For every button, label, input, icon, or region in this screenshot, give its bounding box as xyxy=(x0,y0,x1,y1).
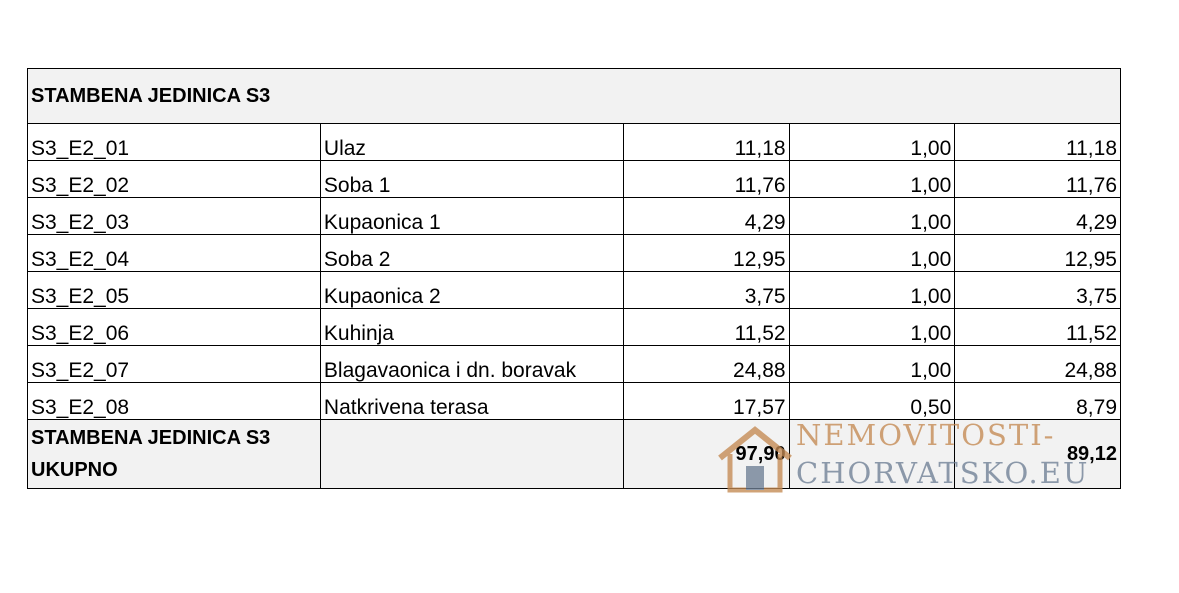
table-header-row xyxy=(28,69,1121,124)
net-area-cell: 4,29 xyxy=(955,198,1121,235)
total-coef-cell xyxy=(789,420,955,489)
room-name-cell: Kupaonica 1 xyxy=(320,198,623,235)
coefficient-cell: 1,00 xyxy=(789,309,955,346)
area-cell: 11,18 xyxy=(623,124,789,161)
area-cell: 12,95 xyxy=(623,235,789,272)
net-area-cell: 12,95 xyxy=(955,235,1121,272)
net-area-cell: 24,88 xyxy=(955,346,1121,383)
total-net-cell: 89,12 xyxy=(955,420,1121,489)
room-code-cell: S3_E2_01 xyxy=(28,124,321,161)
coefficient-cell: 1,00 xyxy=(789,124,955,161)
watermark-line1: NEMOVITOSTI- xyxy=(796,418,1056,452)
room-name-cell: Blagavaonica i dn. boravak xyxy=(320,346,623,383)
total-empty-cell xyxy=(320,420,623,489)
table-row xyxy=(28,346,1121,383)
room-name-cell: Kupaonica 2 xyxy=(320,272,623,309)
table-row xyxy=(28,272,1121,309)
coefficient-cell: 1,00 xyxy=(789,346,955,383)
area-cell: 3,75 xyxy=(623,272,789,309)
room-code-cell: S3_E2_08 xyxy=(28,383,321,420)
area-cell: 11,52 xyxy=(623,309,789,346)
room-code-cell: S3_E2_06 xyxy=(28,309,321,346)
room-name-cell: Ulaz xyxy=(320,124,623,161)
table-row xyxy=(28,383,1121,420)
total-area-cell: 97,90 xyxy=(623,420,789,489)
net-area-cell: 11,52 xyxy=(955,309,1121,346)
room-code-cell: S3_E2_07 xyxy=(28,346,321,383)
net-area-cell: 3,75 xyxy=(955,272,1121,309)
room-name-cell: Natkrivena terasa xyxy=(320,383,623,420)
coefficient-cell: 0,50 xyxy=(789,383,955,420)
table-title: STAMBENA JEDINICA S3 xyxy=(28,69,1121,124)
area-cell: 4,29 xyxy=(623,198,789,235)
table-row xyxy=(28,198,1121,235)
coefficient-cell: 1,00 xyxy=(789,272,955,309)
room-name-cell: Kuhinja xyxy=(320,309,623,346)
total-label-line1: STAMBENA JEDINICA S3 xyxy=(31,427,271,449)
net-area-cell: 11,76 xyxy=(955,161,1121,198)
net-area-cell: 11,18 xyxy=(955,124,1121,161)
table-row xyxy=(28,309,1121,346)
area-cell: 11,76 xyxy=(623,161,789,198)
net-area-cell: 8,79 xyxy=(955,383,1121,420)
total-label xyxy=(28,420,321,489)
total-label-line2: UKUPNO xyxy=(31,459,118,481)
total-row xyxy=(28,420,1121,489)
room-area-table xyxy=(27,68,1121,489)
area-cell: 17,57 xyxy=(623,383,789,420)
watermark-line2: CHORVATSKO.EU xyxy=(796,456,1090,490)
table-row xyxy=(28,235,1121,272)
room-name-cell: Soba 2 xyxy=(320,235,623,272)
coefficient-cell: 1,00 xyxy=(789,235,955,272)
coefficient-cell: 1,00 xyxy=(789,198,955,235)
coefficient-cell: 1,00 xyxy=(789,161,955,198)
table-row xyxy=(28,124,1121,161)
area-cell: 24,88 xyxy=(623,346,789,383)
room-name-cell: Soba 1 xyxy=(320,161,623,198)
room-code-cell: S3_E2_03 xyxy=(28,198,321,235)
table-row xyxy=(28,161,1121,198)
room-code-cell: S3_E2_02 xyxy=(28,161,321,198)
room-code-cell: S3_E2_05 xyxy=(28,272,321,309)
room-code-cell: S3_E2_04 xyxy=(28,235,321,272)
